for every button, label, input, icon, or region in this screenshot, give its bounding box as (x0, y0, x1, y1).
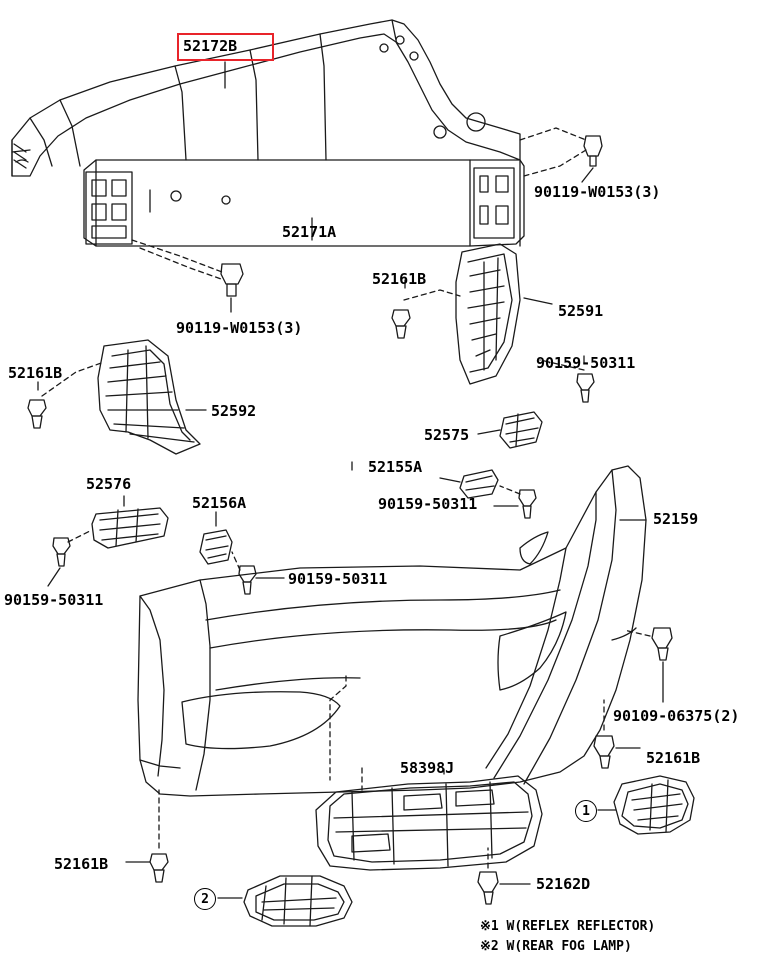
part-label-58398J: 58398J (400, 759, 455, 777)
clip-52161B-bottom-left (150, 854, 168, 882)
part-label-52155A: 52155A (368, 458, 423, 476)
callout-number-2: 2 (194, 888, 216, 910)
part-label-52591: 52591 (558, 302, 604, 320)
bolt-90119-left (221, 264, 243, 296)
part-52575 (500, 412, 542, 448)
part-label-52576: 52576 (86, 475, 132, 493)
part-label-52161B-bottom-left: 52161B (54, 855, 109, 873)
screw-90159-mid (519, 490, 536, 518)
reflex-reflector (614, 776, 694, 834)
bolt-90109-06375 (652, 628, 672, 660)
rear-fog-lamp (244, 876, 352, 926)
part-label-52161B-bottom-right: 52161B (646, 749, 701, 767)
part-label-90159-50311-mid: 90159-50311 (378, 495, 478, 513)
part-52159-bumper-cover (138, 466, 646, 796)
part-label-52172B: 52172B (183, 37, 238, 55)
clip-52162D (478, 872, 498, 904)
part-52155A (460, 470, 498, 498)
part-52156A (200, 530, 232, 564)
part-label-90159-50311-far-left: 90159-50311 (4, 591, 104, 609)
part-label-52159: 52159 (653, 510, 699, 528)
part-label-90159-50311-right: 90159-50311 (536, 354, 636, 372)
part-52576 (92, 508, 168, 548)
part-52591 (456, 244, 520, 384)
bolt-90119-right (584, 136, 602, 166)
clip-52161B-center (392, 310, 410, 338)
part-label-52161B-center: 52161B (372, 270, 427, 288)
part-label-52575: 52575 (424, 426, 470, 444)
part-label-90119-W0153-left: 90119-W0153(3) (176, 319, 303, 337)
part-label-90119-W0153-right: 90119-W0153(3) (534, 183, 661, 201)
part-label-52171A: 52171A (282, 223, 337, 241)
footnote-rear-fog-lamp: ※2 W(REAR FOG LAMP) (480, 939, 632, 954)
screw-90159-mid-left (239, 566, 256, 594)
part-label-52161B-left: 52161B (8, 364, 63, 382)
part-label-90109-06375: 90109-06375(2) (613, 707, 740, 725)
part-label-52156A: 52156A (192, 494, 247, 512)
footnote-reflex-reflector: ※1 W(REFLEX REFLECTOR) (480, 919, 656, 934)
part-label-52592: 52592 (211, 402, 257, 420)
clip-52161B-left (28, 400, 46, 428)
part-label-52162D: 52162D (536, 875, 591, 893)
screw-90159-right (577, 374, 594, 402)
part-52592 (98, 340, 200, 454)
callout-number-1: 1 (575, 800, 597, 822)
part-label-90159-50311-mid-left: 90159-50311 (288, 570, 388, 588)
clip-52161B-bottom-right (594, 736, 614, 768)
